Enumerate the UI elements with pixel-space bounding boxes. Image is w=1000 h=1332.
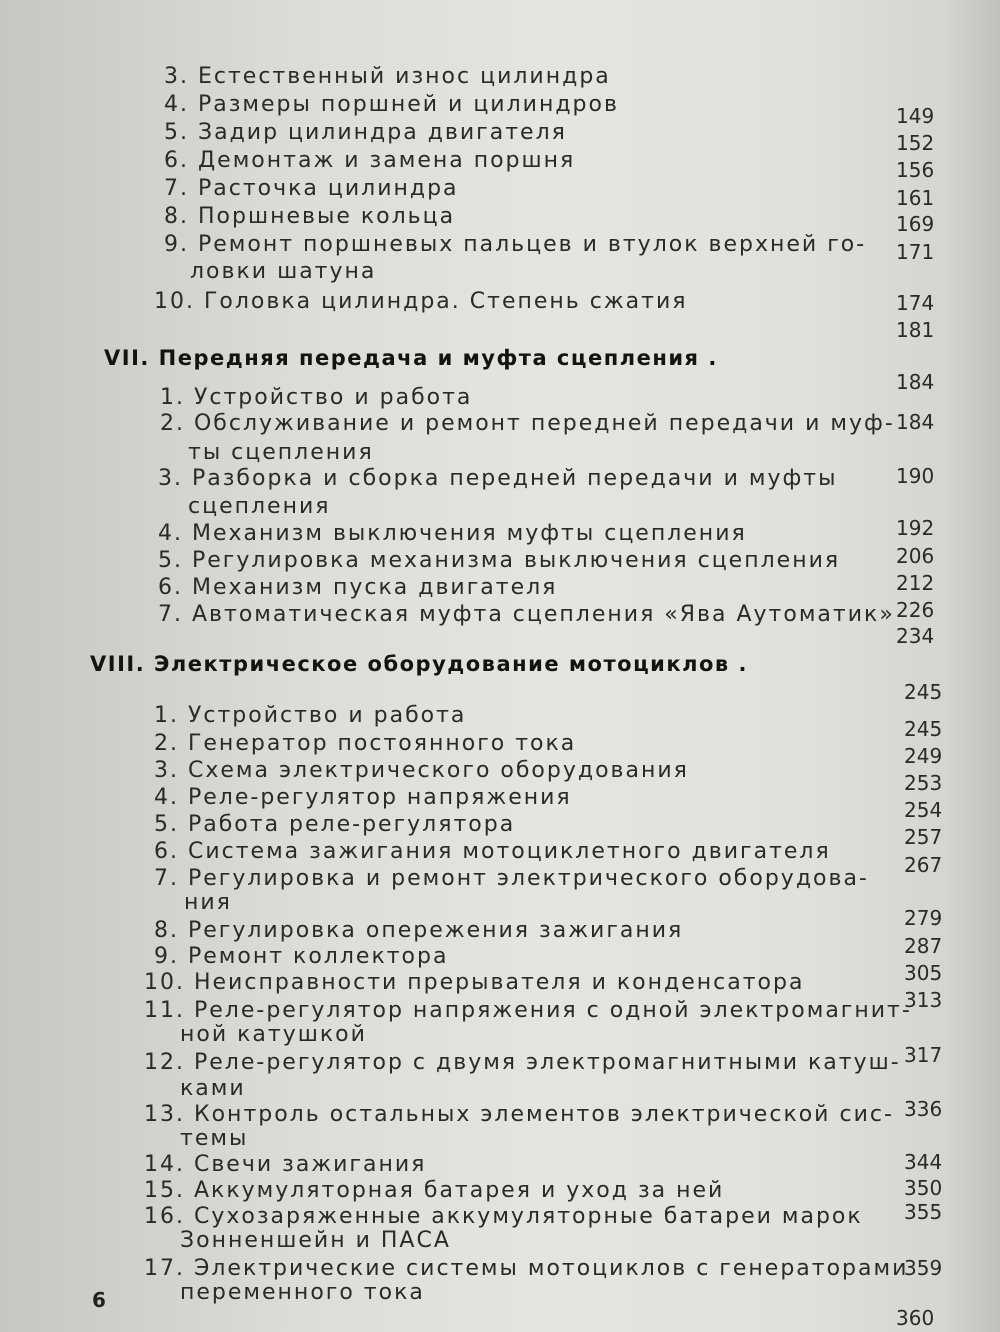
chapter-page-number: 245 [904,680,943,704]
toc-page-number: 234 [896,624,935,648]
toc-item: 11. Реле-регулятор напряжения с одной электромагнит- [144,998,912,1023]
toc-page-number: 317 [904,1043,943,1067]
toc-item: 16. Сухозаряженные аккумуляторные батареи марок [144,1204,863,1229]
toc-item: 12. Реле-регулятор с двумя электромагнитными катуш- [144,1050,901,1075]
toc-page-number: 350 [904,1176,943,1200]
toc-item: 4. Размеры поршней и цилиндров [164,92,619,117]
toc-item: 2. Генератор постоянного тока [154,731,577,756]
toc-page-number: 174 [896,291,935,315]
toc-item: 4. Механизм выключения муфты сцепления [158,521,747,546]
toc-page-number: 267 [904,853,943,877]
toc-item: 9. Ремонт коллектора [154,944,449,969]
toc-page-number: 344 [904,1150,943,1174]
toc-item: 7. Расточка цилиндра [164,176,459,201]
toc-item: 10. Неисправности прерывателя и конденсатора [144,970,805,995]
toc-page-number: 305 [904,961,943,985]
toc-item: 8. Поршневые кольца [164,204,456,229]
toc-item: 3. Разборка и сборка передней передачи и муфты [158,466,838,491]
toc-item: 1. Устройство и работа [160,385,473,410]
page-edge-shadow [945,0,1000,1332]
toc-item: 6. Демонтаж и замена поршня [164,148,576,173]
toc-page-number: 253 [904,771,943,795]
page-folio-number: 6 [92,1288,106,1312]
toc-page-number: 184 [896,410,935,434]
toc-page-number: 169 [896,212,935,236]
toc-item-continuation: ловки шатуна [190,259,377,284]
toc-item: 9. Ремонт поршневых пальцев и втулок верхней го- [164,232,867,257]
toc-page-number: 171 [896,240,935,264]
toc-item-continuation: ками [180,1076,246,1101]
toc-page-number: 206 [896,544,935,568]
toc-item: 7. Регулировка и ремонт электрического оборудова- [154,866,869,891]
toc-page-number: 359 [904,1256,943,1280]
toc-page-number: 212 [896,571,935,595]
toc-item-continuation: темы [180,1126,249,1151]
toc-page-number: 149 [896,104,935,128]
toc-page-number: 360 [896,1306,935,1330]
toc-page-number: 152 [896,131,935,155]
toc-item-continuation: Зонненшейн и ПАСА [180,1228,451,1253]
toc-page-number: 226 [896,598,935,622]
chapter-heading: VII. Передняя передача и муфта сцепления . [104,346,731,370]
toc-item-continuation: ной катушкой [180,1022,367,1047]
chapter-page-number: 184 [896,370,935,394]
toc-item-continuation: ты сцепления [188,440,374,465]
toc-page-number: 355 [904,1200,943,1224]
toc-item: 6. Система зажигания мотоциклетного двигателя [154,839,831,864]
toc-item: 10. Головка цилиндра. Степень сжатия [154,289,688,314]
toc-item: 6. Механизм пуска двигателя [158,575,558,600]
toc-page-number: 245 [904,717,943,741]
toc-page-number: 192 [896,516,935,540]
toc-item: 2. Обслуживание и ремонт передней передачи и муф- [160,411,895,436]
toc-item: 1. Устройство и работа [154,703,467,728]
toc-page-number: 190 [896,464,935,488]
toc-item: 8. Регулировка опережения зажигания [154,918,684,943]
toc-item: 5. Регулировка механизма выключения сцепления [158,548,841,573]
toc-item: 4. Реле-регулятор напряжения [154,785,572,810]
chapter-heading: VIII. Электрическое оборудование мотоциклов . [90,652,761,676]
toc-item: 5. Работа реле-регулятора [154,812,516,837]
toc-page-number: 279 [904,906,943,930]
toc-item-continuation: сцепления [188,494,331,519]
toc-page-number: 336 [904,1097,943,1121]
toc-page-number: 287 [904,934,943,958]
toc-item-continuation: переменного тока [180,1280,425,1305]
toc-item-continuation: ния [184,890,232,915]
toc-item: 7. Автоматическая муфта сцепления «Ява Аутоматик» [158,602,895,627]
toc-item: 13. Контроль остальных элементов электрической сис- [144,1102,894,1127]
toc-page-number: 161 [896,186,935,210]
toc-item: 14. Свечи зажигания [144,1152,427,1177]
toc-item: 15. Аккумуляторная батарея и уход за ней [144,1178,725,1203]
toc-item: 17. Электрические системы мотоциклов с генераторами [144,1256,909,1281]
toc-item: 5. Задир цилиндра двигателя [164,120,567,145]
toc-page-number: 249 [904,744,943,768]
toc-page-number: 181 [896,318,935,342]
toc-page-number: 313 [904,988,943,1012]
toc-page-number: 156 [896,158,935,182]
toc-item: 3. Естественный износ цилиндра [164,64,611,89]
toc-item: 3. Схема электрического оборудования [154,758,689,783]
toc-page-number: 257 [904,825,943,849]
toc-page-number: 254 [904,798,943,822]
